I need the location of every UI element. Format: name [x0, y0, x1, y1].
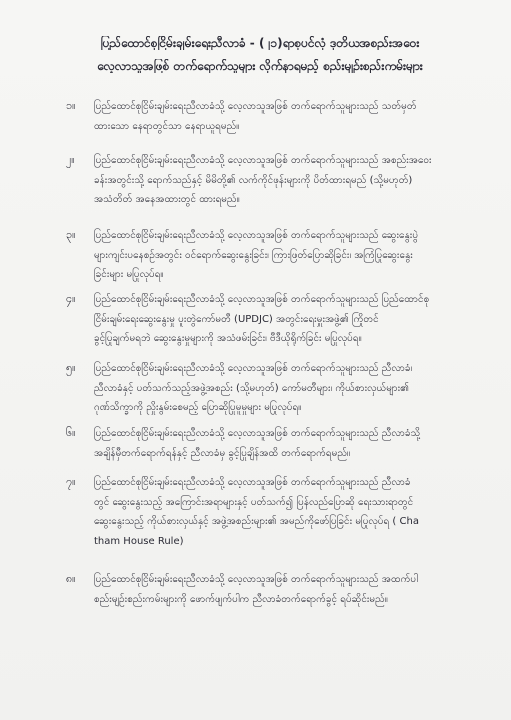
rule-text: [94, 97, 474, 136]
rule-text-line: ခြင်းများ မပြုလုပ်ရ။: [94, 269, 164, 280]
rule-text-line: ငြိမ်းချမ်းရေးဆွေးနွေးမှု ပူးတွဲကော်မတီ (UPDJC) အတွင်းရေးမှူးအဖွဲ့၏ ကြိုတင်: [94, 313, 379, 325]
rule-text-line: ထားသော နေရာတွင်သာ နေရာယူရမည်။: [94, 120, 240, 132]
rule-text-line: ပြည်ထောင်စုငြိမ်းချမ်းရေးညီလာခံသို့ လေ့လာသူအဖြစ် တက်ရောက်သူများသည် ဆွေးနွေးပွဲ: [94, 230, 419, 241]
rule-text-line: ခန်းအတွင်းသို့ ရောက်သည်နှင့် မိမိတို့၏ လက်ကိုင်ဖုန်းများကို ပိတ်ထားရမည် (သို့မဟုတ်): [94, 174, 413, 186]
rule-text-line: ပြည်ထောင်စုငြိမ်းချမ်းရေးညီလာခံသို့ လေ့လာသူအဖြစ် တက်ရောက်သူများသည် အထက်ပါ: [94, 574, 418, 585]
rule-text-line: tham House Rule): [94, 535, 184, 547]
rule-number: ၁။: [66, 99, 76, 112]
rule-text-line: ပြည်ထောင်စုငြိမ်းချမ်းရေးညီလာခံသို့ လေ့လာသူအဖြစ် တက်ရောက်သူများသည် သတ်မှတ်: [94, 101, 417, 112]
rule-text-line: ပြည်ထောင်စုငြိမ်းချမ်းရေးညီလာခံသို့ လေ့လာသူအဖြစ် တက်ရောက်သူများသည် ပြည်ထောင်စု: [94, 294, 430, 305]
rule-number: ၈။: [66, 572, 76, 585]
rule-text-line: ဂုဏ်သိက္ခာကို ညှိုးနွမ်းစေမည့် ပြောဆိုပြုမူမှုများ မပြုလုပ်ရ။: [94, 402, 302, 413]
rule-text-line: အသံတိတ် အနေအထားတွင် ထားရမည်။: [94, 194, 240, 205]
document-title-line-1: ပြည်ထောင်စုငြိမ်းချမ်းရေးညီလာခံ - (၂၁)ရာစုပင်လုံ ဒုတိယအစည်းအဝေး: [100, 36, 420, 50]
rule-text: [94, 226, 474, 285]
rule-text-line: များကျင်းပနေစဉ်အတွင်း ဝင်ရောက်ဆွေးနွေးခြင်း၊ ကြားဖြတ်ပြောဆိုခြင်း၊ အကြံပြုဆွေးနွေး: [94, 249, 413, 261]
rule-text-line: ပြည်ထောင်စုငြိမ်းချမ်းရေးညီလာခံသို့ လေ့လာသူအဖြစ် တက်ရောက်သူများသည် ညီလာခံ၊: [94, 363, 413, 374]
rule-text-line: တွင် ဆွေးနွေးသည့် အကြောင်းအရာများနှင့် ပတ်သက်၍ ပြန်လည်ပြောဆို ရေးသားရာတွင်: [94, 496, 414, 508]
rule-text-line: အချိန်မှီတက်ရောက်ရန်နှင့် ညီလာခံမှ ခွင့်ပြုချိန်အထိ တက်ရောက်ရမည်။: [94, 447, 351, 459]
rule-number: ၄။: [66, 292, 76, 305]
rule-text-line: စည်းမျဉ်းစည်းကမ်းများကို ဖောက်ဖျက်ပါက ညီလာခံတက်ရောက်ခွင့် ရပ်ဆိုင်းမည်။: [94, 593, 388, 605]
rule-number: ၂။: [66, 153, 75, 166]
rule-number: ၆။: [66, 426, 76, 439]
rule-text: [94, 570, 474, 609]
rule-text-line: ဆွေးနွေးသည့် ကိုယ်စားလှယ်နှင့် အဖွဲ့အစည်းများ၏ အမည်ကိုဖော်ပြခြင်း မပြုလုပ်ရ ( Cha: [94, 516, 419, 527]
rule-text-line: ပြည်ထောင်စုငြိမ်းချမ်းရေးညီလာခံသို့ လေ့လာသူအဖြစ် တက်ရောက်သူများသည် အစည်းအဝေး: [94, 155, 432, 166]
rule-text-line: ပြည်ထောင်စုငြိမ်းချမ်းရေးညီလာခံသို့ လေ့လာသူအဖြစ် တက်ရောက်သူများသည် ညီလာခံ: [94, 477, 411, 488]
rule-text: [94, 151, 474, 210]
rule-number: ၅။: [66, 361, 76, 374]
rule-number: ၃။: [66, 228, 76, 241]
rule-text: [94, 424, 474, 463]
document-title-line-2: လေ့လာသူအဖြစ် တက်ရောက်သူများ လိုက်နာရမည့် စည်းမျဉ်းစည်းကမ်းများ: [97, 59, 423, 73]
rule-text-line: ညီလာခံနှင့် ပတ်သက်သည့်အဖွဲ့အစည်း (သို့မဟုတ်) ကော်မတီများ၊ ကိုယ်စားလှယ်များ၏: [94, 382, 410, 394]
rule-number: ၇။: [66, 475, 76, 488]
rule-text: [94, 359, 474, 418]
rule-text: [94, 290, 474, 349]
rule-text: [94, 473, 474, 551]
rule-text-line: ပြည်ထောင်စုငြိမ်းချမ်းရေးညီလာခံသို့ လေ့လာသူအဖြစ် တက်ရောက်သူများသည် ညီလာခံသို့: [94, 428, 421, 439]
rule-text-line: ခွင့်ပြုချက်မရဘဲ ဆွေးနွေးမှုများကို အသံဖမ်းခြင်း၊ ဗီဒီယိုရိုက်ခြင်း မပြုလုပ်ရ။: [94, 333, 362, 344]
